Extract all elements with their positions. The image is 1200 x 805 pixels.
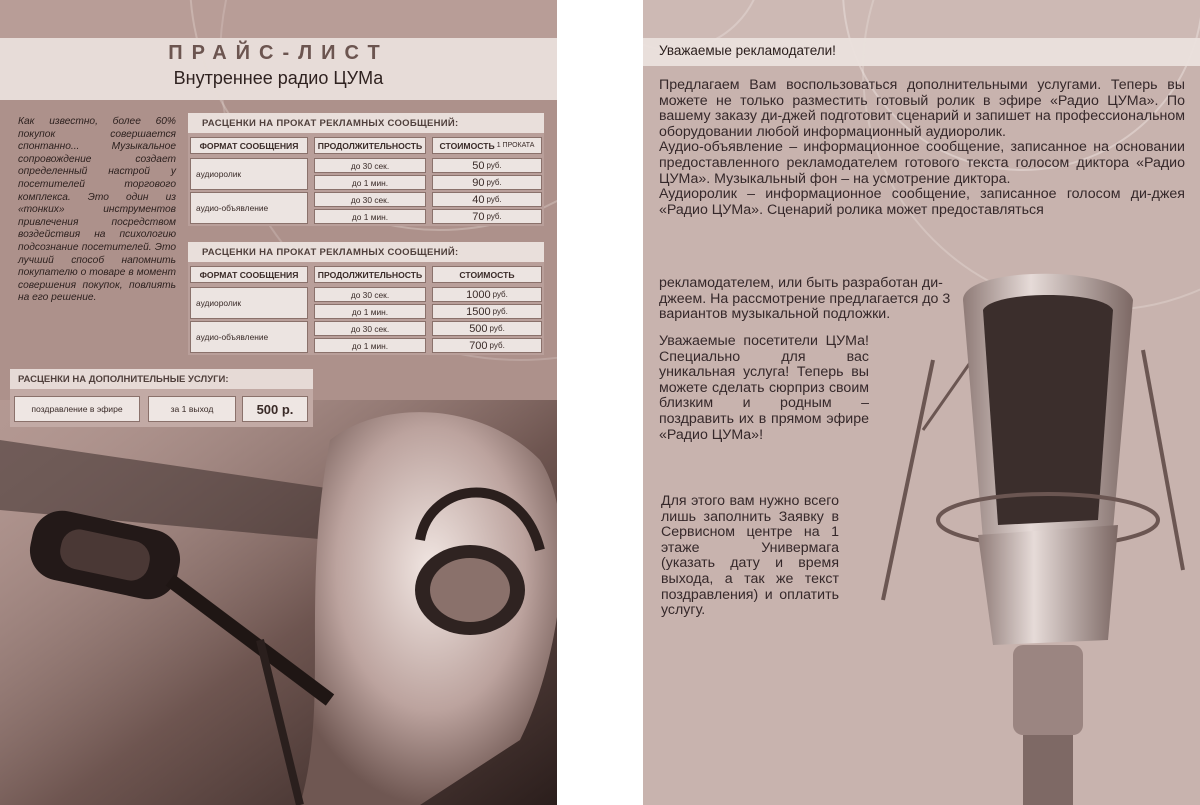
page-subtitle: Внутреннее радио ЦУМа [173, 68, 384, 88]
cost-value: 70 [472, 210, 485, 223]
paragraph: рекламодателем, или быть разработан ди-джеем. На рассмотрение предлагается до 3 вариантов музыкальной подложки. [659, 275, 951, 323]
col-duration-header: ПРОДОЛЖИТЕЛЬНОСТЬ [314, 137, 426, 154]
cost-value: 700 [469, 339, 488, 352]
top-strip [643, 0, 1200, 38]
row-cost [432, 321, 542, 336]
table-heading: РАСЦЕНКИ НА ПРОКАТ РЕКЛАМНЫХ СООБЩЕНИЙ: [188, 113, 544, 133]
currency: руб. [486, 212, 502, 221]
row-cost [432, 209, 542, 224]
intro-text: Как известно, более 60% покупок совершается спонтанно... Музыкальное сопровождение создает определенный настрой у посетителей торгового комплекса. Это один из «тонких» инструментов привлечения посредством воздействия на психологию подсознание посетителей. Это лучший способ напомнить покупателю о товаре в момент совершения покупок, повлиять на его решение. [18, 116, 176, 304]
row-cost [432, 304, 542, 319]
col-cost-header: СТОИМОСТЬ [432, 266, 542, 283]
paragraph: Аудио-объявление – информационное сообщение, записанное на основании предоставленного рекламодателем готового текста голосом диктора «Радио ЦУМа». Музыкальный фон – на усмотрение диктора. [659, 139, 1185, 187]
studio-photo [0, 400, 557, 805]
cost-value: 50 [472, 159, 485, 172]
cost-value: 500 [469, 322, 488, 335]
row-cost [432, 338, 542, 353]
row-format: аудио-объявление [190, 321, 308, 353]
price-table-package [188, 242, 544, 355]
currency: руб. [486, 195, 502, 204]
extra-heading: РАСЦЕНКИ НА ДОПОЛНИТЕЛЬНЫЕ УСЛУГИ: [10, 369, 313, 389]
extra-service: поздравление в эфире [14, 396, 140, 422]
row-cost [432, 158, 542, 173]
price-table-per-run [188, 113, 544, 226]
paragraph: Уважаемые посетители ЦУМа! Специально для вас уникальная услуга! Теперь вы можете сделать сюрприз своим близким и родным – поздравить их в прямом эфире «Радио ЦУМа»! [659, 333, 869, 443]
col-cost-suffix: 1 ПРОКАТА [496, 142, 535, 149]
col-format-header: ФОРМАТ СООБЩЕНИЯ [190, 266, 308, 283]
row-format: аудиоролик [190, 287, 308, 319]
extra-price: 500 р. [242, 396, 308, 422]
currency: руб. [492, 290, 508, 299]
row-duration: до 30 сек. [314, 287, 426, 302]
row-cost [432, 175, 542, 190]
row-duration: до 30 сек. [314, 321, 426, 336]
left-page [0, 0, 557, 805]
cost-value: 90 [472, 176, 485, 189]
microphone-illustration [863, 270, 1200, 805]
col-cost-header [432, 137, 542, 154]
row-duration: до 30 сек. [314, 158, 426, 173]
row-format: аудиоролик [190, 158, 308, 190]
currency: руб. [486, 161, 502, 170]
cost-value: 40 [472, 193, 485, 206]
row-cost [432, 287, 542, 302]
row-duration: до 30 сек. [314, 192, 426, 207]
currency: руб. [489, 341, 505, 350]
col-format-header: ФОРМАТ СООБЩЕНИЯ [190, 137, 308, 154]
extra-unit: за 1 выход [148, 396, 236, 422]
table-heading: РАСЦЕНКИ НА ПРОКАТ РЕКЛАМНЫХ СООБЩЕНИЙ: [188, 242, 544, 262]
currency: руб. [492, 307, 508, 316]
page-title: ПРАЙС-ЛИСТ [168, 42, 389, 64]
col-duration-header: ПРОДОЛЖИТЕЛЬНОСТЬ [314, 266, 426, 283]
col-cost-label: СТОИМОСТЬ [439, 140, 495, 151]
row-duration: до 1 мин. [314, 175, 426, 190]
currency: руб. [489, 324, 505, 333]
paragraph: Для этого вам нужно всего лишь заполнить Заявку в Сервисном центре на 1 этаже Универмага (указать дату и время выхода, а так же текст поздравления) и оплатить услугу. [661, 493, 839, 619]
top-strip [0, 0, 557, 38]
services-text [659, 78, 1185, 218]
row-duration: до 1 мин. [314, 209, 426, 224]
extra-services-table [10, 369, 313, 427]
paragraph: Аудиоролик – информационное сообщение, записанное голосом ди-джея «Радио ЦУМа». Сценарий ролика может предоставляться [659, 186, 1185, 218]
cost-value: 1000 [466, 288, 491, 301]
cost-value: 1500 [466, 305, 491, 318]
right-page [643, 0, 1200, 805]
greeting-heading: Уважаемые рекламодатели! [659, 43, 836, 58]
paragraph: Предлагаем Вам воспользоваться дополнительными услугами. Теперь вы можете не только разместить готовый ролик в эфире «Радио ЦУМа». По вашему заказу ди-джей подготовит сценарий и запишет на профессиональном оборудовании любой информационный аудиоролик. [659, 77, 1185, 140]
row-cost [432, 192, 542, 207]
row-format: аудио-объявление [190, 192, 308, 224]
row-duration: до 1 мин. [314, 304, 426, 319]
currency: руб. [486, 178, 502, 187]
row-duration: до 1 мин. [314, 338, 426, 353]
